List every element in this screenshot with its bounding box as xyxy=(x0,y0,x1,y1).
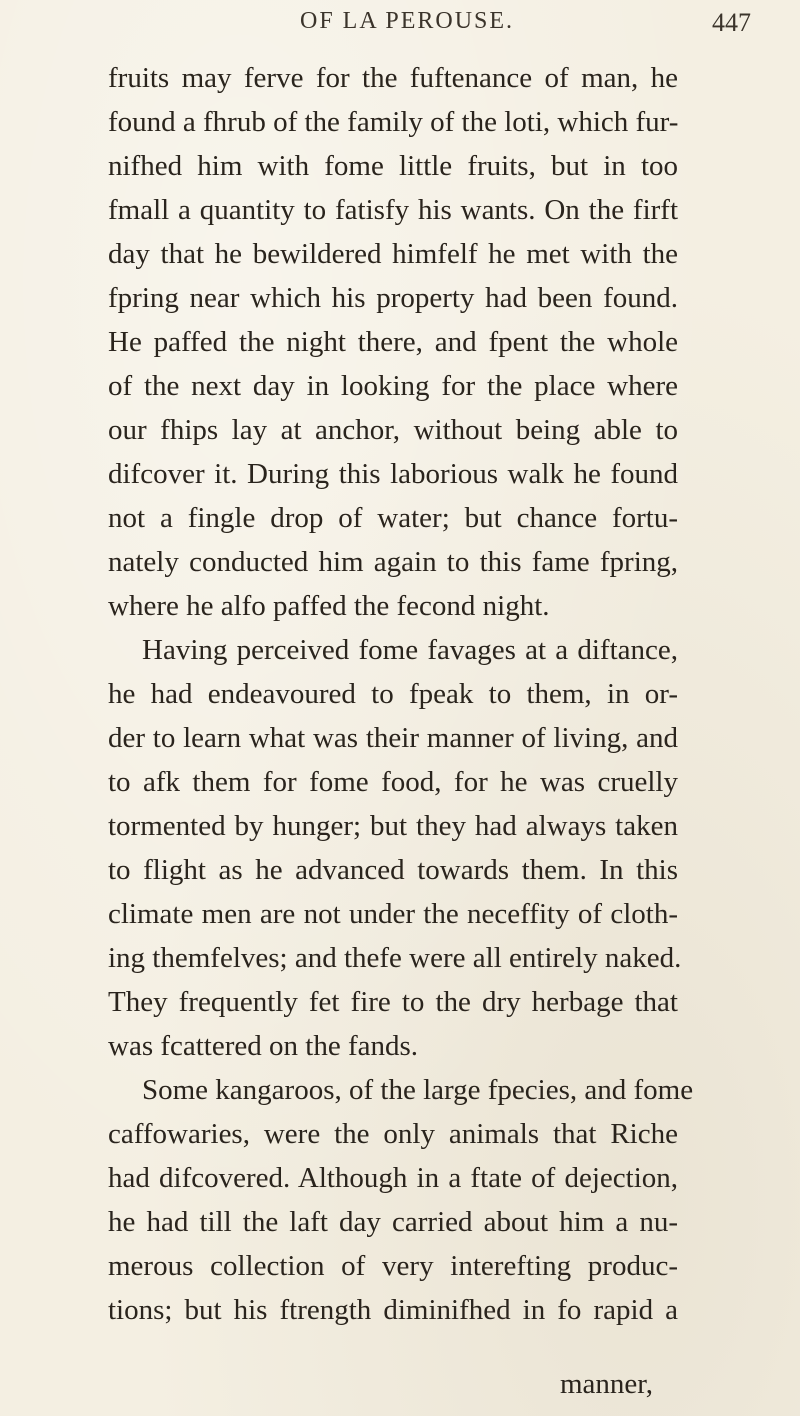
text-line: was fcattered on the fands. xyxy=(108,1030,419,1062)
text-line: day that he bewildered himfelf he met with the xyxy=(108,238,678,270)
text-line: They frequently fet fire to the dry herbage that xyxy=(108,986,678,1018)
text-line: not a fingle drop of water; but chance fortu- xyxy=(108,502,678,534)
text-line: nately conducted him again to this fame fpring, xyxy=(108,546,678,578)
text-line: merous collection of very interefting produc- xyxy=(108,1250,678,1282)
text-line: our fhips lay at anchor, without being able to xyxy=(108,414,678,446)
text-line: difcover it. During this laborious walk he found xyxy=(108,458,678,490)
text-line: fruits may ferve for the fuftenance of man, he xyxy=(108,62,678,94)
text-line: nifhed him with fome little fruits, but in too xyxy=(108,150,678,182)
page-number: 447 xyxy=(712,8,751,37)
text-line: had difcovered. Although in a ftate of dejection, xyxy=(108,1162,678,1194)
text-line: caffowaries, were the only animals that Riche xyxy=(108,1118,678,1150)
text-line: climate men are not under the neceffity of cloth- xyxy=(108,898,678,930)
text-line: ing themfelves; and thefe were all entirely naked. xyxy=(108,942,682,974)
text-line: He paffed the night there, and fpent the whole xyxy=(108,326,678,358)
paragraph-first-line: Having perceived fome favages at a diftance, xyxy=(142,634,678,666)
text-line: fmall a quantity to fatisfy his wants. On the firft xyxy=(108,194,678,226)
text-line: tions; but his ftrength diminifhed in fo rapid a xyxy=(108,1294,678,1326)
text-line: he had till the laft day carried about him a nu- xyxy=(108,1206,678,1238)
text-line: der to learn what was their manner of living, and xyxy=(108,722,678,754)
text-line: fpring near which his property had been found. xyxy=(108,282,678,314)
catchword: manner, xyxy=(560,1368,654,1400)
text-line: where he alfo paffed the fecond night. xyxy=(108,590,550,622)
running-title: OF LA PEROUSE. xyxy=(300,8,515,34)
text-line: to flight as he advanced towards them. In this xyxy=(108,854,678,886)
text-line: he had endeavoured to fpeak to them, in or- xyxy=(108,678,678,710)
text-line: of the next day in looking for the place where xyxy=(108,370,678,402)
running-head xyxy=(0,8,800,48)
text-line: found a fhrub of the family of the loti, which fur- xyxy=(108,106,679,138)
paragraph-first-line: Some kangaroos, of the large fpecies, and fome xyxy=(142,1074,694,1106)
text-line: tormented by hunger; but they had always taken xyxy=(108,810,678,842)
text-line: to afk them for fome food, for he was cruelly xyxy=(108,766,678,798)
